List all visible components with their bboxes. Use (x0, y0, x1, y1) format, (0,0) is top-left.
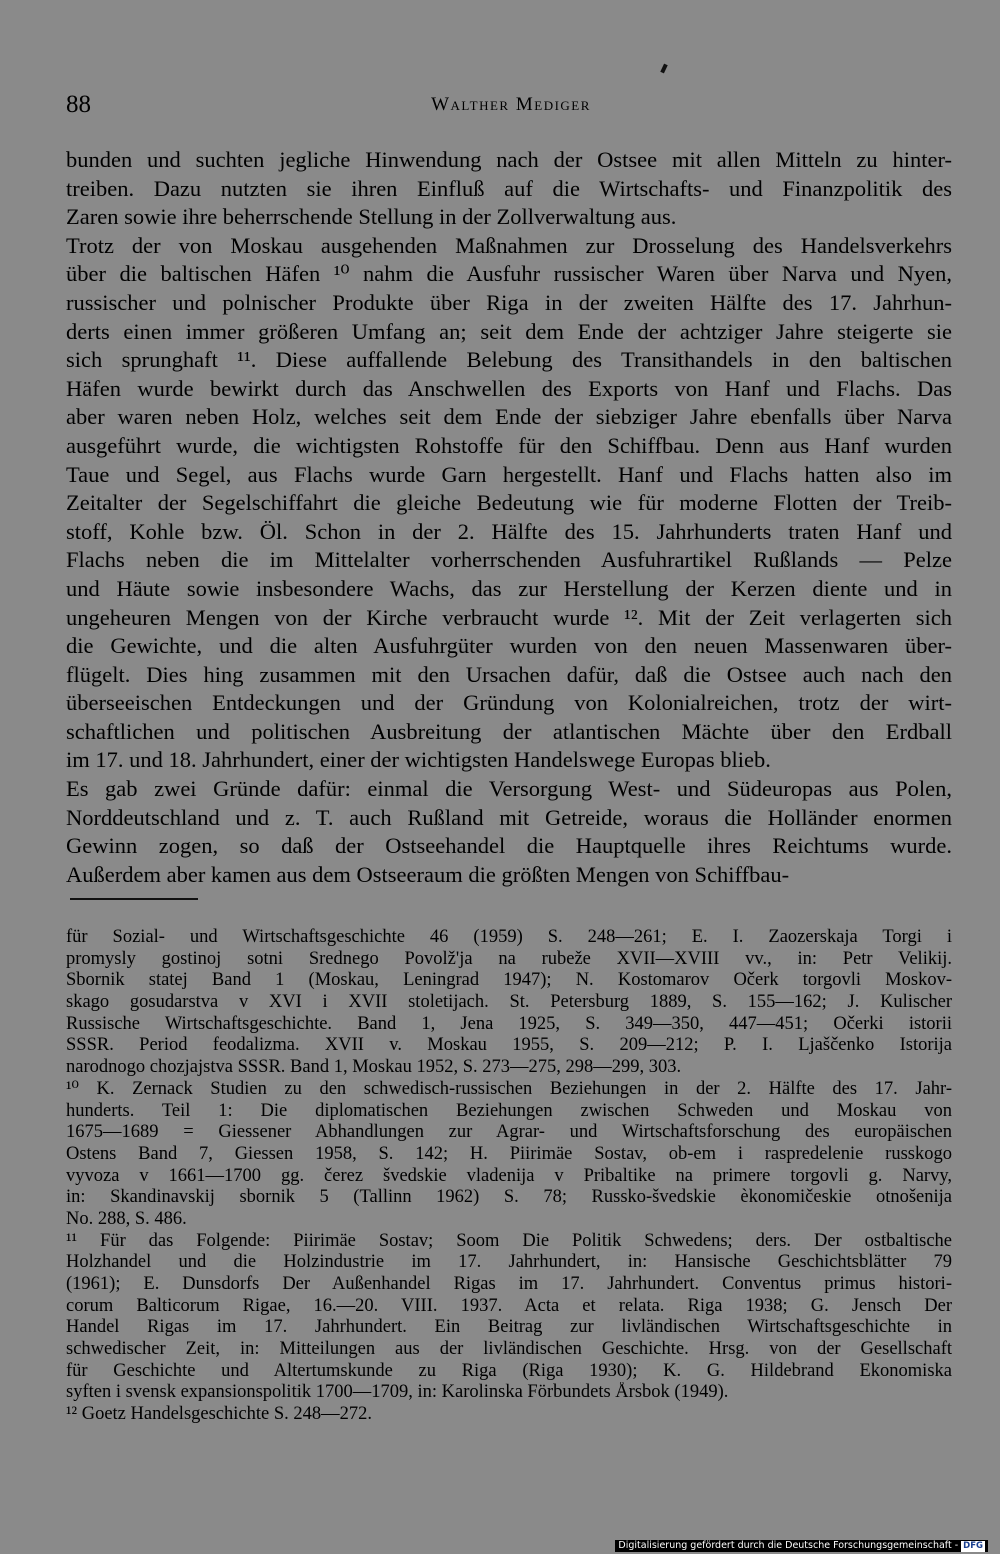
body-line: Außerdem aber kamen aus dem Ostseeraum die größten Mengen von Schiffbau- (66, 861, 790, 887)
body-line: Trotz der von Moskau ausgehenden Maßnahmen zur Drosselung des Handelsverkehrs (66, 232, 952, 258)
page-header (66, 88, 956, 124)
page-number: 88 (66, 91, 91, 118)
footnote-line: Handel Rigas im 17. Jahrhundert. Ein Beitrag zur livländischen Wirtschaftsgeschichte in (66, 1317, 952, 1338)
body-line: im 17. und 18. Jahrhundert, einer der wichtigsten Handelswege Europas blieb. (66, 747, 771, 773)
footnote-line: 1675—1689 = Giessener Abhandlungen zur Agrar- und Wirtschaftsforschung des europäischen (66, 1122, 952, 1143)
running-head: Walther Mediger (431, 94, 591, 115)
body-line: Flachs neben die im Mittelalter vorherrschenden Ausfuhrartikel Rußlands — Pelze (66, 547, 952, 573)
body-line: aber waren neben Holz, welches seit dem Ende der siebziger Jahre ebenfalls über Narva (66, 404, 952, 430)
footnote-divider (70, 898, 198, 900)
footnote-line: vyvoza v 1661—1700 gg. čerez švedskie vladenija v Pribaltike na primere torgovli g. Narvy, (66, 1165, 952, 1186)
footnote-line: SSSR. Period feodalizma. XVII v. Moskau 1955, S. 209—212; P. I. Ljaščenko Istorija (66, 1035, 952, 1056)
digitization-credit (615, 1540, 988, 1552)
body-line: Zeitalter der Segelschiffahrt die gleiche Bedeutung wie für moderne Flotten der Treib- (66, 490, 952, 516)
body-line: ausgeführt wurde, die wichtigsten Rohstoffe für den Schiffbau. Denn aus Hanf wurden (66, 432, 952, 458)
footnote-line: hunderts. Teil 1: Die diplomatischen Beziehungen zwischen Schweden und Moskau von (66, 1100, 952, 1121)
body-line: schaftlichen und politischen Ausbreitung der atlantischen Mächte über den Erdball (66, 718, 952, 744)
body-line: Zaren sowie ihre beherrschende Stellung in der Zollverwaltung aus. (66, 204, 677, 230)
body-line: bunden und suchten jegliche Hinwendung nach der Ostsee mit allen Mitteln zu hinter- (66, 147, 952, 172)
body-line: flügelt. Dies hing zusammen mit den Ursachen dafür, daß die Ostsee auch nach den (66, 661, 952, 687)
speck-mark (660, 64, 667, 74)
body-line: Taue und Segel, aus Flachs wurde Garn hergestellt. Hanf und Flachs hatten also im (66, 461, 952, 487)
footnote-line: skago gosudarstva v XVI i XVII stoletijach. St. Petersburg 1889, S. 155—162; J. Kulischer (66, 992, 952, 1013)
footnote-line: schwedischer Zeit, in: Mitteilungen aus der livländischen Geschichte. Hrsg. von der Gesellschaft (66, 1339, 952, 1360)
footnote-line: ¹¹ Für das Folgende: Piirimäe Sostav; Soom Die Politik Schwedens; ders. Der ostbaltische (66, 1230, 952, 1251)
body-line: Gewinn zogen, so daß der Ostseehandel die Hauptquelle ihres Reichtums wurde. (66, 833, 952, 859)
footnote-line: für Geschichte und Altertumskunde zu Riga (Riga 1930); K. G. Hildebrand Ekonomiska (66, 1360, 952, 1381)
dfg-logo: DFG (963, 1541, 983, 1551)
body-line: treiben. Dazu nutzten sie ihren Einfluß auf die Wirtschafts- und Finanzpolitik des (66, 175, 952, 201)
footnote-line: narodnogo chozjajstva SSSR. Band 1, Moskau 1952, S. 273—275, 298—299, 303. (66, 1057, 682, 1078)
body-line: Häfen wurde bewirkt durch das Anschwellen des Exports von Hanf und Flachs. Das (66, 375, 952, 401)
footnote-line: No. 288, S. 486. (66, 1208, 187, 1229)
body-line: über die baltischen Häfen ¹⁰ nahm die Ausfuhr russischer Waren über Narva und Nyen, (66, 261, 952, 287)
footnote-line: corum Balticorum Rigae, 16.—20. VIII. 1937. Acta et relata. Riga 1938; G. Jensch Der (66, 1295, 952, 1316)
body-line: überseeischen Entdeckungen und der Gründung von Kolonialreichen, trotz der wirt- (66, 690, 952, 716)
body-line: Norddeutschland und z. T. auch Rußland mit Getreide, woraus die Holländer enormen (66, 804, 952, 830)
footnote-line: in: Skandinavskij sbornik 5 (Tallinn 1962) S. 78; Russko-švedskie èkonomičeskie otnošenija (66, 1187, 952, 1208)
footnote-line: Holzhandel und die Holzindustrie im 17. Jahrhundert, in: Hansische Geschichtsblätter 79 (66, 1252, 952, 1273)
footnote-line: Sbornik statej Band 1 (Moskau, Leningrad 1947); N. Kostomarov Očerk torgovli Moskov- (66, 970, 952, 991)
body-line: Es gab zwei Gründe dafür: einmal die Versorgung West- und Südeuropas aus Polen, (66, 776, 952, 802)
body-line: derts einen immer größeren Umfang an; seit dem Ende der achtziger Jahre steigerte sie (66, 318, 952, 344)
footnote-line: (1961); E. Dunsdorfs Der Außenhandel Rigas im 17. Jahrhundert. Conventus primus histori- (66, 1274, 952, 1294)
body-line: und Häute sowie insbesondere Wachs, das zur Herstellung der Kerzen diente und in (66, 575, 952, 601)
body-line: stoff, Kohle bzw. Öl. Schon in der 2. Hälfte des 15. Jahrhunderts traten Hanf und (66, 518, 952, 544)
footnote-line: ¹² Goetz Handelsgeschichte S. 248—272. (66, 1404, 372, 1425)
footnote-line: syften i svensk expansionspolitik 1700—1709, in: Karolinska Förbundets Årsbok (1949). (66, 1382, 729, 1403)
credit-text: Digitalisierung gefördert durch die Deutsche Forschungsgemeinschaft - (618, 1540, 959, 1551)
footnote-line: ¹⁰ K. Zernack Studien zu den schwedisch-russischen Beziehungen in der 2. Hälfte des 17. Jahr- (66, 1078, 952, 1099)
body-line: russischer und polnischer Produkte über Riga in der zweiten Hälfte des 17. Jahrhun- (66, 289, 952, 315)
body-line: die Gewichte, und die alten Ausfuhrgüter wurden von den neuen Massenwaren über- (66, 633, 952, 659)
footnote-line: Russische Wirtschaftsgeschichte. Band 1, Jena 1925, S. 349—350, 447—451; Očerki istorii (66, 1013, 952, 1034)
footnote-line: Ostens Band 7, Giessen 1958, S. 142; H. Piirimäe Sostav, ob-em i raspredelenie russkogo (66, 1143, 952, 1164)
footnote-line: für Sozial- und Wirtschaftsgeschichte 46 (1959) S. 248—261; E. I. Zaozerskaja Torgi i (66, 927, 952, 947)
footnotes (66, 927, 952, 1426)
body-line: sich sprunghaft ¹¹. Diese auffallende Belebung des Transithandels in den baltischen (66, 347, 952, 373)
body-line: ungeheuren Mengen von der Kirche verbraucht wurde ¹². Mit der Zeit verlagerten sich (66, 604, 952, 630)
body-text (66, 146, 952, 889)
footnote-line: promysly gostinoj sotni Srednego Povolž'ja na rubeže XVII—XVIII vv., in: Petr Velikij. (66, 948, 952, 969)
